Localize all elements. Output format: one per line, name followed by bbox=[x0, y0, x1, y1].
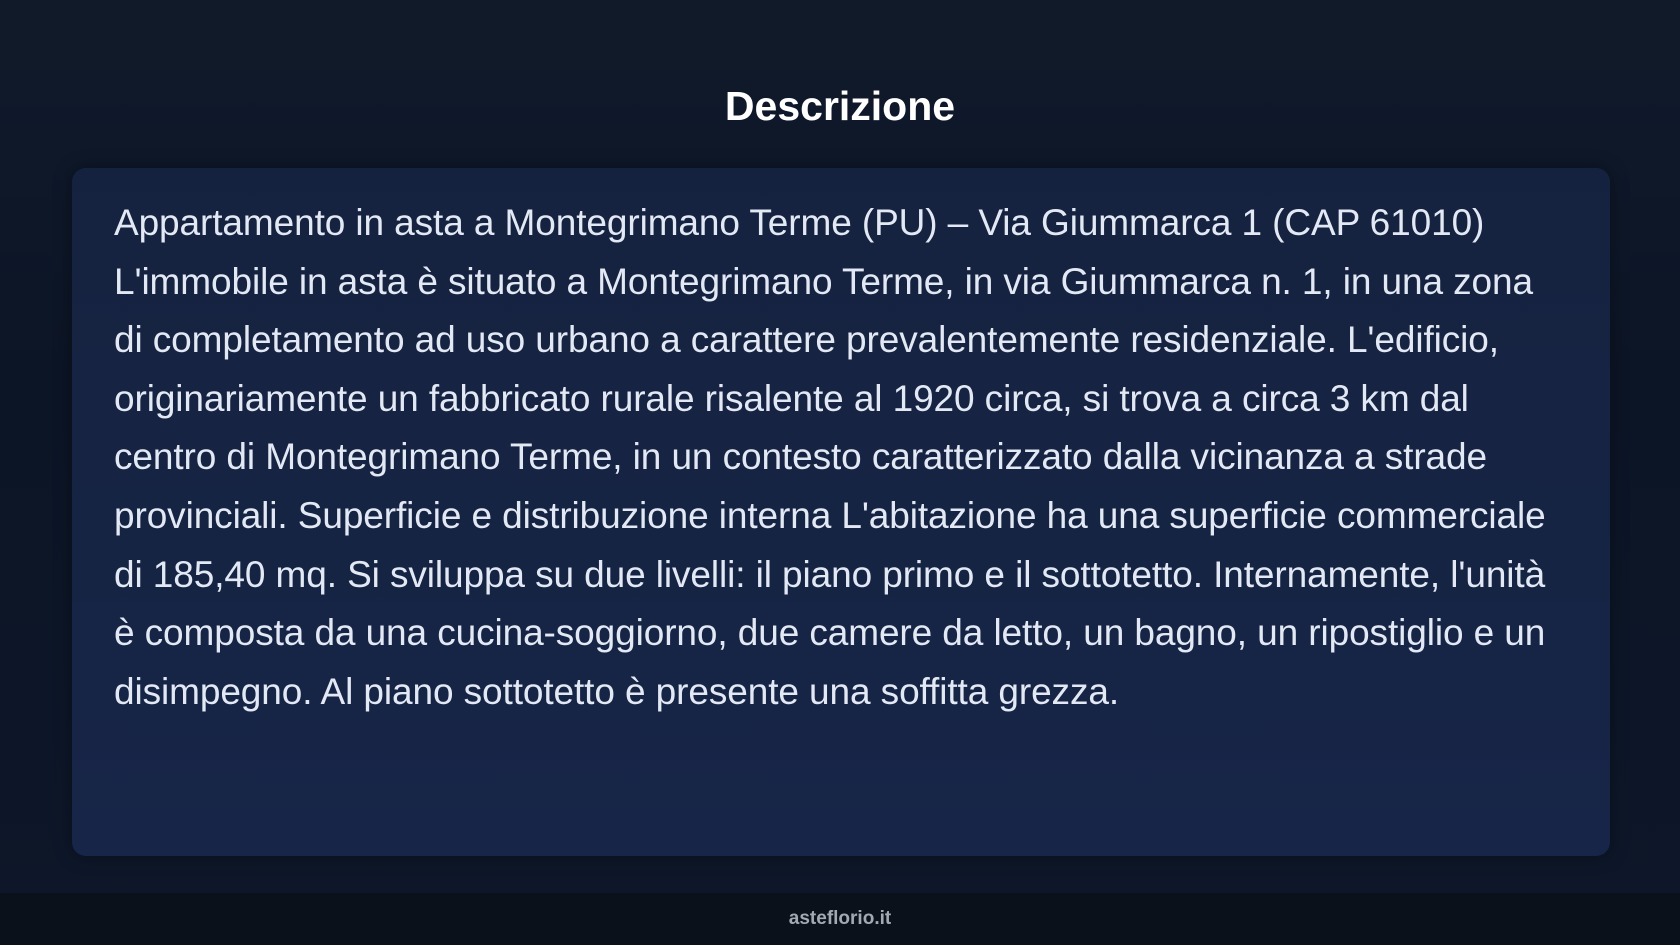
footer-site-name: asteflorio.it bbox=[788, 908, 892, 929]
section-title: Descrizione bbox=[724, 83, 956, 129]
description-text: Appartamento in asta a Montegrimano Terme (PU) – Via Giummarca 1 (CAP 61010) L'immobile in asta è situato a Montegrimano Terme, in via Giummarca n. 1, in una zona di completamento ad uso urbano a carattere prevalentemente residenziale. L'edificio, originariamente un fabbricato rurale risalente al 1920 circa, si trova a circa 3 km dal centro di Montegrimano Terme, in un contesto caratterizzato dalla vicinanza a strade provinciali. Superficie e distribuzione interna L'abitazione ha una superficie commerciale di 185,40 mq. Si sviluppa su due livelli: il piano primo e il sottotetto. Internamente, l'unità è composta da una cucina-soggiorno, due camere da letto, un bagno, un ripostiglio e un disimpegno. Al piano sottotetto è presente una soffitta grezza. bbox=[114, 202, 1546, 712]
description-card bbox=[72, 168, 1610, 856]
top-band bbox=[0, 0, 1680, 70]
footer bbox=[0, 893, 1680, 945]
